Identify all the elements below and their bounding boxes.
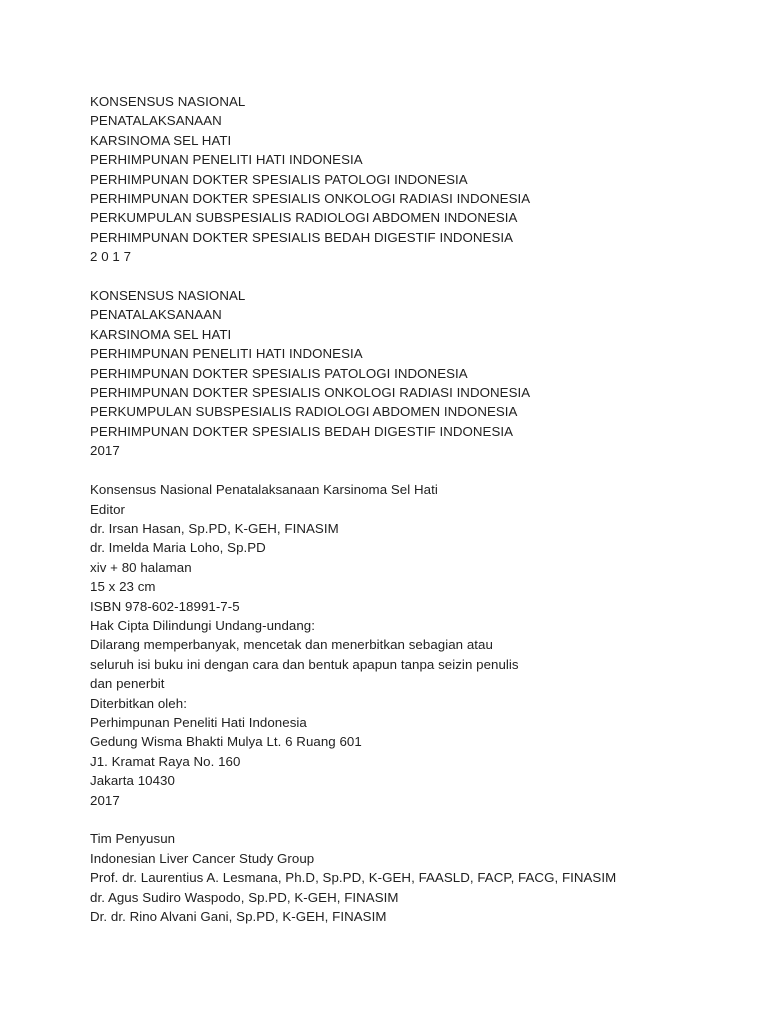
text-line: dr. Irsan Hasan, Sp.PD, K-GEH, FINASIM <box>90 520 339 536</box>
section-gap <box>90 810 750 829</box>
text-line: 15 x 23 cm <box>90 579 156 595</box>
text-line: dan penerbit <box>90 676 165 692</box>
text-line: Tim Penyusun <box>90 831 176 847</box>
text-line: dr. Imelda Maria Loho, Sp.PD <box>90 540 266 556</box>
text-line: Prof. dr. Laurentius A. Lesmana, Ph.D, Sp.PD, K-GEH, FAASLD, FACP, FACG, FINASIM <box>90 870 617 886</box>
text-line: PENATALAKSANAAN <box>90 113 222 129</box>
text-line: Indonesian Liver Cancer Study Group <box>90 850 315 866</box>
text-line: KONSENSUS NASIONAL <box>90 288 246 304</box>
document-page <box>90 92 750 926</box>
text-line: PERHIMPUNAN DOKTER SPESIALIS BEDAH DIGESTIF INDONESIA <box>90 423 514 439</box>
text-line: KARSINOMA SEL HATI <box>90 132 232 148</box>
text-line: Diterbitkan oleh: <box>90 695 187 711</box>
text-line: Konsensus Nasional Penatalaksanaan Karsinoma Sel Hati <box>90 482 438 498</box>
section-gap <box>90 461 750 480</box>
text-line: 2 0 1 7 <box>90 249 132 265</box>
text-line: PERKUMPULAN SUBSPESIALIS RADIOLOGI ABDOMEN INDONESIA <box>90 210 518 226</box>
text-line: xiv + 80 halaman <box>90 559 192 575</box>
text-line: PERKUMPULAN SUBSPESIALIS RADIOLOGI ABDOMEN INDONESIA <box>90 404 518 420</box>
text-line: PENATALAKSANAAN <box>90 307 222 323</box>
text-line: seluruh isi buku ini dengan cara dan bentuk apapun tanpa seizin penulis <box>90 656 519 672</box>
text-line: Jakarta 10430 <box>90 773 175 789</box>
text-line: PERHIMPUNAN PENELITI HATI INDONESIA <box>90 346 363 362</box>
text-line: PERHIMPUNAN DOKTER SPESIALIS ONKOLOGI RADIASI INDONESIA <box>90 385 531 401</box>
text-line: PERHIMPUNAN DOKTER SPESIALIS PATOLOGI INDONESIA <box>90 365 468 381</box>
text-line: PERHIMPUNAN DOKTER SPESIALIS BEDAH DIGESTIF INDONESIA <box>90 229 514 245</box>
team-block <box>90 829 750 926</box>
text-line: Hak Cipta Dilindungi Undang-undang: <box>90 617 315 633</box>
text-line: PERHIMPUNAN DOKTER SPESIALIS ONKOLOGI RADIASI INDONESIA <box>90 191 531 207</box>
text-line: Editor <box>90 501 126 517</box>
text-line: ISBN 978-602-18991-7-5 <box>90 598 240 614</box>
section-gap <box>90 267 750 286</box>
text-line: KONSENSUS NASIONAL <box>90 94 246 109</box>
text-line: KARSINOMA SEL HATI <box>90 326 232 342</box>
text-line: 2017 <box>90 792 120 808</box>
publication-info-block <box>90 480 750 810</box>
text-line: Gedung Wisma Bhakti Mulya Lt. 6 Ruang 601 <box>90 734 362 750</box>
title-block-repeat <box>90 286 750 461</box>
text-line: PERHIMPUNAN PENELITI HATI INDONESIA <box>90 152 363 168</box>
text-line: 2017 <box>90 443 120 459</box>
text-line: dr. Agus Sudiro Waspodo, Sp.PD, K-GEH, FINASIM <box>90 889 399 905</box>
text-line: Perhimpunan Peneliti Hati Indonesia <box>90 714 307 730</box>
title-block <box>90 92 750 267</box>
text-line: J1. Kramat Raya No. 160 <box>90 753 241 769</box>
text-line: Dilarang memperbanyak, mencetak dan menerbitkan sebagian atau <box>90 637 493 653</box>
text-line: Dr. dr. Rino Alvani Gani, Sp.PD, K-GEH, FINASIM <box>90 909 387 925</box>
text-line: PERHIMPUNAN DOKTER SPESIALIS PATOLOGI INDONESIA <box>90 171 468 187</box>
